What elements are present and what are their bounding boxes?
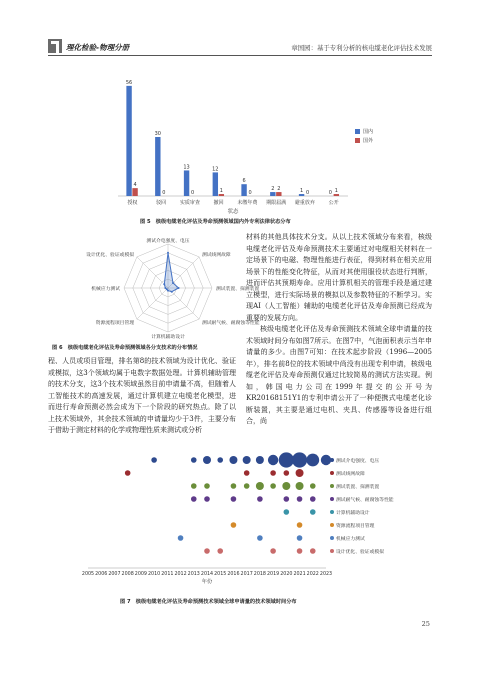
x-tick-label: 2008	[121, 572, 134, 577]
bubble	[284, 509, 290, 515]
right-column-paragraph-2: 核级电缆老化评估及寿命预测技术领域全球申请量的技术领域时间分布如图7所示。在图7中，气泡面积表示当年申请量的多少。由图7可知：在技术起步阶段（1996—2005年），排名前8位的技术领域中尚没有出现专利申请，核级电缆老化评估及寿命预测仅通过比较简易的测试方法实现。例如，韩国电力公司在1999年提交的公开号为KR20168151Y1的专利申请公开了一种便携式电缆老化诊断装置，其主要是通过电机、夹具、传感器等设备进行组合，尚	[246, 325, 432, 425]
x-tick-label: 2016	[227, 572, 240, 577]
bubble	[204, 548, 210, 554]
bar	[219, 194, 224, 196]
radar-point	[178, 287, 180, 289]
radar-point	[171, 291, 173, 293]
legend-marker	[330, 484, 334, 488]
bubble	[191, 457, 197, 463]
bar-data-label: 0	[190, 190, 195, 196]
radar-axis-label: 资源流程项目管理	[95, 320, 135, 326]
x-tick-label: 2020	[280, 572, 293, 577]
bubble	[310, 509, 316, 515]
bar	[334, 194, 339, 196]
bar	[213, 172, 218, 196]
bubble	[231, 496, 237, 502]
radar-point	[163, 283, 165, 285]
radar-axis-label: 机械应力测试	[91, 287, 120, 292]
bar	[299, 194, 304, 196]
journal-logo-text: 理化检验-物理分册	[66, 43, 130, 52]
bar-data-label: 2	[271, 186, 275, 193]
bubble	[270, 470, 276, 476]
bubble	[244, 483, 250, 489]
right-column-paragraph-1: 材料的其他具体技术分支。从以上技术领域分布来看，核级电缆老化评估及寿命预测技术主要通过对电缆相关材料在一定场景下的电磁、物理性能进行表征，得到材料在相关应用场景下的性能变化特征，从而对其使用服役状态进行判断，进而评估其预期寿命。应用计算机相关的管理手段是通过建立模型，进行实际场景的模拟以及参数特征的不断学习。实现AI（人工智能）辅助的电缆老化评估及寿命预测已经成为重要的发展方向。	[246, 233, 432, 322]
x-tick-label: 避重放弃	[294, 200, 315, 206]
bubble	[306, 454, 319, 467]
bubble	[296, 482, 304, 490]
page-number: 25	[421, 620, 430, 628]
bubble	[203, 456, 211, 464]
bubble	[217, 457, 223, 463]
bubble	[178, 535, 184, 541]
bubble	[279, 452, 294, 467]
bubble	[284, 470, 290, 476]
figure-6-radar-chart	[48, 232, 260, 342]
legend-label-domestic: 国内	[363, 129, 374, 135]
legend-label: 测试介电强度、电压	[336, 458, 380, 464]
legend-swatch-foreign	[355, 138, 360, 143]
x-tick-label: 2019	[267, 572, 280, 577]
figure-6-caption: 图 6 核级电缆老化评估及寿命预测领域各分支技术的分布情况	[52, 345, 198, 351]
x-tick-label: 实质审查	[179, 200, 200, 206]
x-tick-label: 驳回	[156, 200, 167, 206]
bubble	[125, 470, 131, 476]
bar-data-label: 2	[277, 186, 281, 193]
legend-label: 测试线网故障	[336, 471, 365, 477]
bubble	[204, 483, 210, 489]
x-tick-label: 2015	[214, 572, 227, 577]
radar-point	[164, 287, 166, 289]
radar-axis-label: 测试耐气候、耐腐蚀等性能	[201, 320, 260, 326]
bubble	[191, 483, 197, 489]
bubble	[297, 535, 303, 541]
bar-data-label: 4	[133, 182, 137, 189]
x-tick-label: 2009	[134, 572, 147, 577]
radar-axis-label: 测试介电强度、电压	[146, 239, 190, 244]
figure-7-bubble-chart	[60, 446, 394, 594]
bar-data-label: 1	[334, 188, 338, 195]
legend-marker	[330, 523, 334, 527]
legend-label: 测试耐气候、耐腐蚀等性能	[336, 497, 394, 503]
x-tick-label: 未缴年费	[237, 200, 258, 206]
bubble	[297, 496, 303, 502]
bar	[184, 170, 189, 196]
bar-data-label: 6	[242, 178, 246, 185]
legend-marker	[330, 536, 334, 540]
bubble	[284, 496, 290, 502]
bubble	[310, 496, 316, 502]
bubble	[310, 483, 316, 489]
x-tick-label: 2022	[306, 572, 319, 577]
header-rule	[48, 55, 432, 56]
bubble	[204, 496, 210, 502]
legend-label: 设计优化、验证或模拟	[336, 549, 384, 555]
legend-label: 资源流程项目管理	[336, 523, 375, 529]
bubble	[244, 470, 250, 476]
right-column-text	[246, 232, 432, 428]
bubble	[297, 548, 303, 554]
bar-data-label: 30	[154, 131, 162, 137]
bubble	[321, 455, 331, 465]
x-axis-title: 年份	[201, 579, 213, 585]
bar-data-label: 13	[183, 164, 190, 171]
legend-label: 计算机辅助设计	[336, 510, 370, 516]
x-tick-label: 撤回	[213, 200, 224, 206]
bubble	[297, 522, 303, 528]
bubble	[292, 452, 307, 467]
x-tick-label: 2012	[174, 572, 187, 577]
x-tick-label: 2023	[319, 572, 333, 577]
bar-data-label: 12	[212, 166, 219, 173]
bar-data-label: 0	[248, 190, 252, 196]
radar-axis-label: 设计优化、验证或模拟	[86, 253, 135, 259]
x-tick-label: 2021	[293, 572, 306, 577]
running-header-title: 章国园：基于专利分析的核电缆老化评估技术发展	[291, 44, 432, 52]
legend-swatch-domestic	[355, 129, 360, 134]
radar-axis-label: 计算机辅助设计	[151, 335, 185, 340]
legend-label: 测试装置、探测装置	[336, 484, 380, 490]
x-tick-label: 公开	[328, 200, 339, 206]
legend-marker	[330, 549, 334, 553]
bar-data-label: 1	[219, 188, 223, 195]
bar	[270, 192, 275, 196]
x-tick-label: 期限届满	[266, 200, 287, 206]
bubble	[296, 469, 304, 477]
bubble	[282, 482, 290, 490]
bubble	[151, 457, 157, 463]
radar-point	[172, 282, 174, 284]
bar	[132, 188, 137, 196]
radar-axis-label: 测试装置、探测装置	[216, 287, 260, 292]
bar-data-label: 0	[328, 190, 332, 196]
legend-item-foreign	[355, 137, 373, 144]
bubble	[268, 455, 278, 465]
bubble	[243, 456, 251, 464]
bubble	[270, 548, 276, 554]
legend-marker	[330, 471, 334, 475]
bubble	[191, 496, 197, 502]
bubble	[257, 535, 263, 541]
radar-point	[167, 252, 169, 254]
left-column-paragraph: 程、人员或项目管理，排名第8的技术领域为设计优化、验证或模拟，这3个领域均属于电数字数据处理。计算机辅助管理的技术分支，这3个技术领域虽然目前申请量不高，但随着人工智能技术的高速发展，通过计算机建立电缆老化模型，进而进行寿命预测必然会成为下一个阶段的研究热点。除了以上技术领域外，其余技术领域的申请量均少于3件，主要分布于借助于测定材料的化学或物理性质来测试或分析	[48, 357, 236, 434]
x-tick-label: 2018	[253, 572, 266, 577]
left-column-text	[48, 356, 236, 437]
bar	[155, 137, 160, 196]
bar-data-label: 56	[125, 79, 133, 86]
bubble	[256, 456, 264, 464]
x-tick-label: 2005	[81, 572, 95, 577]
figure-7-caption: 图 7 核级电缆老化评估及寿命预测技术领域全球申请量的技术领域时间分布	[120, 599, 297, 605]
x-tick-label: 2013	[187, 572, 200, 577]
bubble	[231, 483, 237, 489]
x-tick-label: 2017	[240, 572, 253, 577]
x-tick-label: 授权	[127, 200, 138, 206]
bubble	[231, 522, 237, 528]
x-tick-label: 2014	[200, 572, 214, 577]
legend-marker	[330, 458, 334, 462]
bar-data-label: 0	[305, 190, 310, 196]
bar	[276, 192, 281, 196]
legend-label: 机械应力测试	[336, 536, 365, 542]
x-axis-title: 状态	[227, 209, 239, 215]
radar-axis-label: 测试线网故障	[201, 253, 231, 259]
bar	[241, 184, 246, 196]
legend-item-domestic	[355, 128, 373, 135]
x-tick-label: 2006	[95, 572, 108, 577]
legend-marker	[330, 497, 334, 501]
bubble	[229, 456, 237, 464]
radar-series-shape	[164, 253, 178, 292]
bar-data-label: 1	[299, 188, 304, 195]
x-tick-label: 2011	[161, 572, 174, 577]
legend-marker	[330, 510, 334, 514]
bar-data-label: 0	[162, 190, 166, 196]
bubble	[217, 548, 223, 554]
x-tick-label: 2007	[108, 572, 121, 577]
bubble	[256, 482, 264, 490]
bubble	[310, 548, 316, 554]
x-tick-label: 2010	[148, 572, 161, 577]
bubble	[257, 496, 263, 502]
legend-label-foreign: 国外	[363, 138, 374, 144]
figure-5-caption: 图 5 核级电缆老化评估及寿命预测领域国内外专利法律状态分布	[140, 219, 291, 225]
bar	[126, 86, 131, 196]
bubble	[270, 483, 276, 489]
